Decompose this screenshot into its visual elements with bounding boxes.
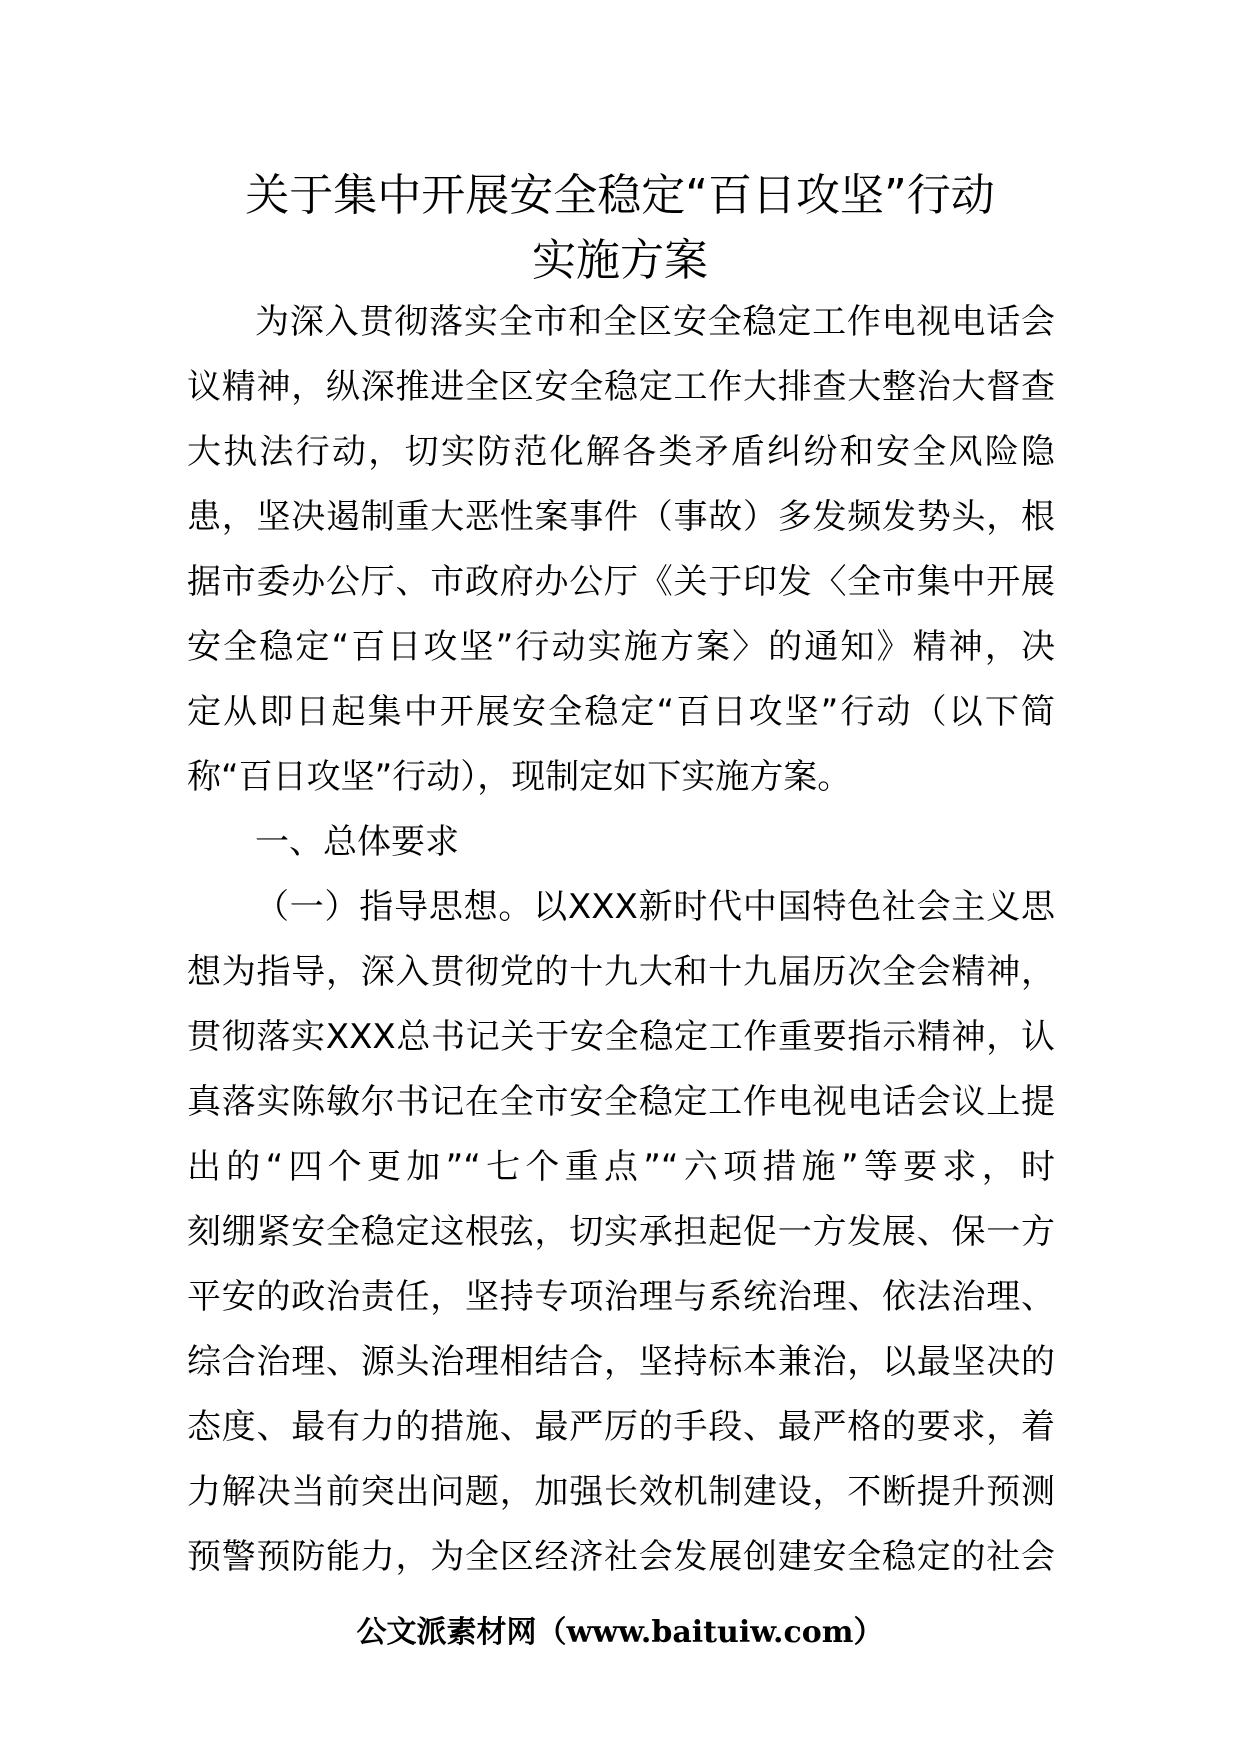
- body-line: 大执法行动，切实防范化解各类矛盾纠纷和安全风险隐: [187, 432, 1055, 472]
- body-line: 真落实陈敏尔书记在全市安全稳定工作电视电话会议上提: [187, 1082, 1055, 1122]
- body-line: 定从即日起集中开展安全稳定“百日攻坚”行动（以下简: [187, 692, 1055, 732]
- body-line: 患，坚决遏制重大恶性案事件（事故）多发频发势头，根: [187, 497, 1055, 537]
- body-line: 想为指导，深入贯彻党的十九大和十九届历次全会精神，: [187, 952, 1055, 992]
- body-line: 议精神，纵深推进全区安全稳定工作大排查大整治大督查: [187, 367, 1055, 407]
- section-heading: 一、总体要求: [255, 822, 459, 862]
- body-line: 称“百日攻坚”行动），现制定如下实施方案。: [187, 757, 852, 797]
- document-title-line-2: 实施方案: [532, 235, 708, 286]
- body-line: 预警预防能力，为全区经济社会发展创建安全稳定的社会: [187, 1537, 1055, 1577]
- body-line: （一）指导思想。以XXX新时代中国特色社会主义思: [255, 887, 1055, 927]
- body-line: 态度、最有力的措施、最严厉的手段、最严格的要求，着: [187, 1407, 1055, 1447]
- body-line: 刻绷紧安全稳定这根弦，切实承担起促一方发展、保一方: [187, 1212, 1055, 1252]
- document-title-line-1: 关于集中开展安全稳定“百日攻坚”行动: [245, 170, 995, 221]
- document-body: [187, 290, 1055, 1590]
- body-line: 据市委办公厅、市政府办公厅《关于印发〈全市集中开展: [187, 562, 1055, 602]
- body-line: 贯彻落实XXX总书记关于安全稳定工作重要指示精神，认: [187, 1017, 1055, 1057]
- body-line: 平安的政治责任，坚持专项治理与系统治理、依法治理、: [187, 1277, 1055, 1317]
- body-line: 出的“四个更加”“七个重点”“六项措施”等要求，时: [187, 1147, 1055, 1187]
- body-line: 力解决当前突出问题，加强长效机制建设，不断提升预测: [187, 1472, 1055, 1512]
- body-line: 安全稳定“百日攻坚”行动实施方案〉的通知》精神，决: [187, 627, 1055, 667]
- body-line: 综合治理、源头治理相结合，坚持标本兼治，以最坚决的: [187, 1342, 1055, 1382]
- body-line: 为深入贯彻落实全市和全区安全稳定工作电视电话会: [255, 302, 1055, 342]
- footer-watermark: 公文派素材网（www.baituiw.com）: [356, 1615, 884, 1650]
